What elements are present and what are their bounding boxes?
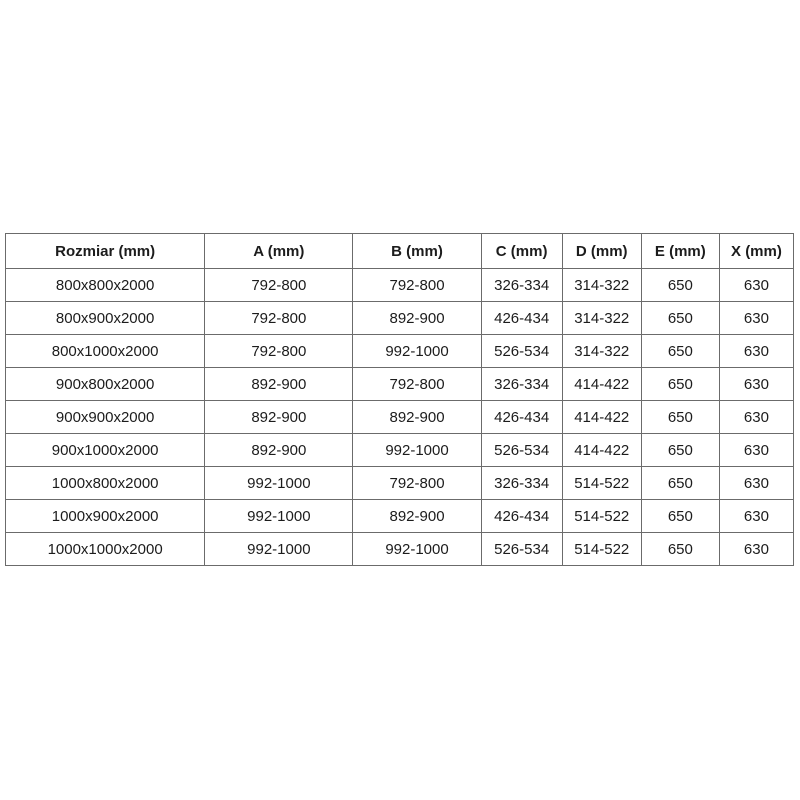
table-header-cell: E (mm) [641, 234, 719, 269]
table-cell: 526-534 [481, 335, 562, 368]
table-cell: 314-322 [562, 335, 641, 368]
table-cell: 900x900x2000 [6, 401, 205, 434]
table-cell: 630 [719, 302, 793, 335]
table-cell: 514-522 [562, 533, 641, 566]
table-cell: 414-422 [562, 401, 641, 434]
table-header-cell: C (mm) [481, 234, 562, 269]
table-header-row [6, 234, 794, 269]
table-cell: 630 [719, 368, 793, 401]
table-cell: 630 [719, 533, 793, 566]
table-cell: 892-900 [353, 500, 481, 533]
table-cell: 792-800 [205, 335, 353, 368]
table-cell: 630 [719, 335, 793, 368]
table-cell: 650 [641, 269, 719, 302]
table-cell: 630 [719, 500, 793, 533]
table-row [6, 533, 794, 566]
table-header-cell: D (mm) [562, 234, 641, 269]
table-cell: 414-422 [562, 368, 641, 401]
table-header-cell: B (mm) [353, 234, 481, 269]
table-cell: 326-334 [481, 269, 562, 302]
table-cell: 992-1000 [353, 434, 481, 467]
table-cell: 800x900x2000 [6, 302, 205, 335]
table-cell: 992-1000 [205, 500, 353, 533]
dimensions-table-container [5, 233, 794, 566]
table-cell: 650 [641, 368, 719, 401]
table-cell: 1000x800x2000 [6, 467, 205, 500]
table-cell: 514-522 [562, 467, 641, 500]
table-cell: 992-1000 [205, 467, 353, 500]
table-cell: 426-434 [481, 500, 562, 533]
table-cell: 630 [719, 434, 793, 467]
table-cell: 326-334 [481, 368, 562, 401]
table-row [6, 269, 794, 302]
table-row [6, 434, 794, 467]
table-cell: 992-1000 [353, 533, 481, 566]
table-cell: 792-800 [353, 269, 481, 302]
table-cell: 800x1000x2000 [6, 335, 205, 368]
table-header-cell: Rozmiar (mm) [6, 234, 205, 269]
table-cell: 892-900 [205, 368, 353, 401]
table-cell: 900x800x2000 [6, 368, 205, 401]
table-cell: 650 [641, 467, 719, 500]
table-cell: 426-434 [481, 302, 562, 335]
table-cell: 314-322 [562, 269, 641, 302]
table-cell: 992-1000 [205, 533, 353, 566]
table-cell: 426-434 [481, 401, 562, 434]
table-row [6, 302, 794, 335]
table-cell: 630 [719, 401, 793, 434]
table-row [6, 467, 794, 500]
table-cell: 630 [719, 467, 793, 500]
table-cell: 892-900 [205, 434, 353, 467]
table-cell: 326-334 [481, 467, 562, 500]
table-cell: 792-800 [205, 302, 353, 335]
table-cell: 514-522 [562, 500, 641, 533]
table-cell: 1000x1000x2000 [6, 533, 205, 566]
table-cell: 314-322 [562, 302, 641, 335]
table-row [6, 401, 794, 434]
table-header-cell: X (mm) [719, 234, 793, 269]
table-cell: 992-1000 [353, 335, 481, 368]
table-cell: 892-900 [205, 401, 353, 434]
dimensions-table [5, 233, 794, 566]
table-cell: 650 [641, 434, 719, 467]
table-cell: 650 [641, 401, 719, 434]
table-cell: 526-534 [481, 434, 562, 467]
table-cell: 1000x900x2000 [6, 500, 205, 533]
table-row [6, 368, 794, 401]
table-cell: 792-800 [353, 467, 481, 500]
table-cell: 650 [641, 302, 719, 335]
table-cell: 650 [641, 500, 719, 533]
table-cell: 526-534 [481, 533, 562, 566]
table-cell: 792-800 [353, 368, 481, 401]
table-cell: 792-800 [205, 269, 353, 302]
table-cell: 650 [641, 533, 719, 566]
table-cell: 892-900 [353, 302, 481, 335]
table-cell: 414-422 [562, 434, 641, 467]
table-cell: 900x1000x2000 [6, 434, 205, 467]
table-cell: 800x800x2000 [6, 269, 205, 302]
table-header-cell: A (mm) [205, 234, 353, 269]
table-cell: 892-900 [353, 401, 481, 434]
table-cell: 650 [641, 335, 719, 368]
table-row [6, 500, 794, 533]
table-cell: 630 [719, 269, 793, 302]
table-row [6, 335, 794, 368]
